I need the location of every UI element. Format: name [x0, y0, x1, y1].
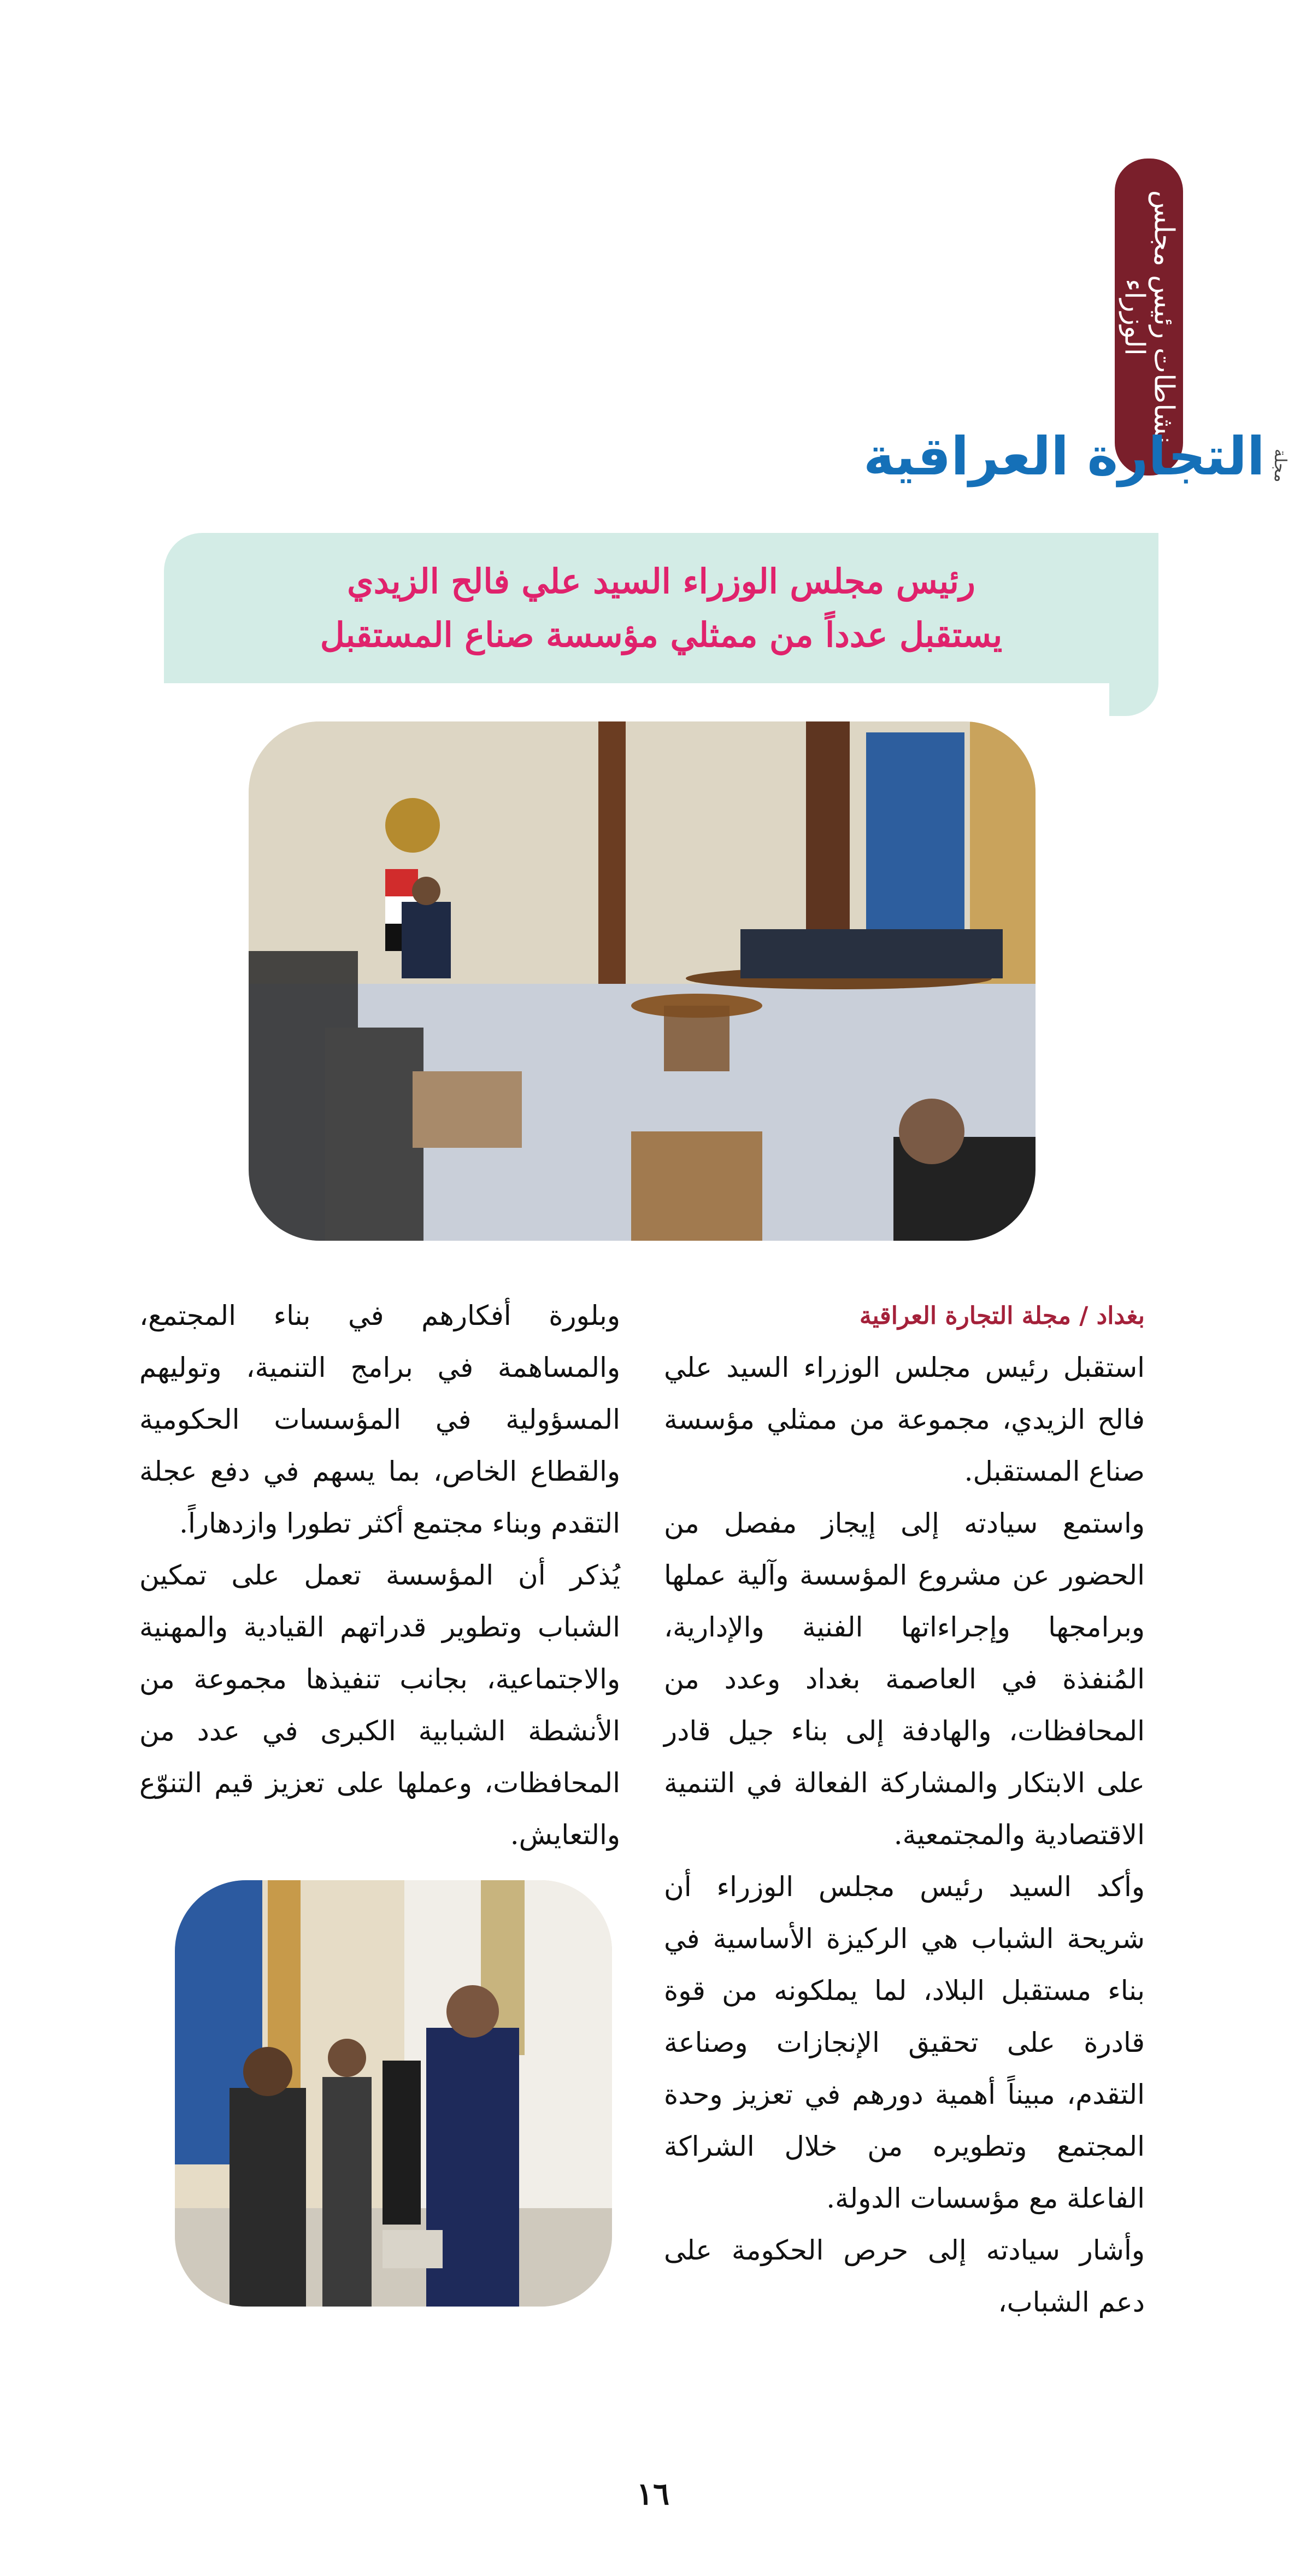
- article-paragraph: وأكد السيد رئيس مجلس الوزراء أن شريحة الشباب هي الركيزة الأساسية في بناء مستقبل البلاد، لما يملكونه من قوة قادرة على تحقيق الإنجازات وصناعة التقدم، مبيناً أهمية دورهم في تعزيز وحدة المجتمع وتطويره من خلال الشراكة الفاعلة مع مؤسسات الدولة.: [664, 1871, 1145, 2214]
- article-column-right: [664, 1290, 1145, 2328]
- headline-line-2: يستقبل عدداً من ممثلي مؤسسة صناع المستقبل: [320, 614, 1003, 655]
- magazine-logo-title: التجارة العراقية: [863, 426, 1265, 487]
- article-paragraph: وبلورة أفكارهم في بناء المجتمع، والمساهمة في برامج التنمية، وتوليهم المسؤولية في المؤسسات الحكومية والقطاع الخاص، بما يسهم في دفع عجلة التقدم وبناء مجتمع أكثر تطورا وازدهاراً.: [139, 1300, 620, 1539]
- headline-line-1: رئيس مجلس الوزراء السيد علي فالح الزيدي: [347, 561, 975, 601]
- meeting-photo: [249, 721, 1036, 1241]
- magazine-logo: [863, 399, 1290, 486]
- article-paragraph: وأشار سيادته إلى حرص الحكومة على دعم الشباب،: [664, 2234, 1145, 2318]
- page-number: ١٦: [636, 2476, 670, 2512]
- article-dateline: بغداد / مجلة التجارة العراقية: [859, 1302, 1145, 1330]
- section-tab-label: نشاطات رئيس مجلس الوزراء: [1119, 190, 1180, 444]
- headline-band: [164, 533, 1158, 683]
- article-paragraph: استقبل رئيس مجلس الوزراء السيد علي فالح الزيدي، مجموعة من ممثلي مؤسسة صناع المستقبل.: [664, 1352, 1145, 1487]
- handshake-photo: [175, 1880, 612, 2307]
- article-paragraph: يُذكر أن المؤسسة تعمل على تمكين الشباب وتطوير قدراتهم القيادية والمهنية والاجتماعية، بجانب تنفيذها مجموعة من الأنشطة الشبابية الكبرى في عدد من المحافظات، وعملها على تعزيز قيم التنوّع والتعايش.: [139, 1559, 620, 1851]
- article-paragraph: واستمع سيادته إلى إيجاز مفصل من الحضور عن مشروع المؤسسة وآلية عملها وبرامجها وإجراءاتها الفنية والإدارية، المُنفذة في العاصمة بغداد وعدد من المحافظات، والهادفة إلى بناء جيل قادر على الابتكار والمشاركة الفعالة في التنمية الاقتصادية والمجتمعية.: [664, 1507, 1145, 1851]
- magazine-logo-prefix: مجلة: [1270, 448, 1290, 482]
- article-column-left: [139, 1290, 620, 1861]
